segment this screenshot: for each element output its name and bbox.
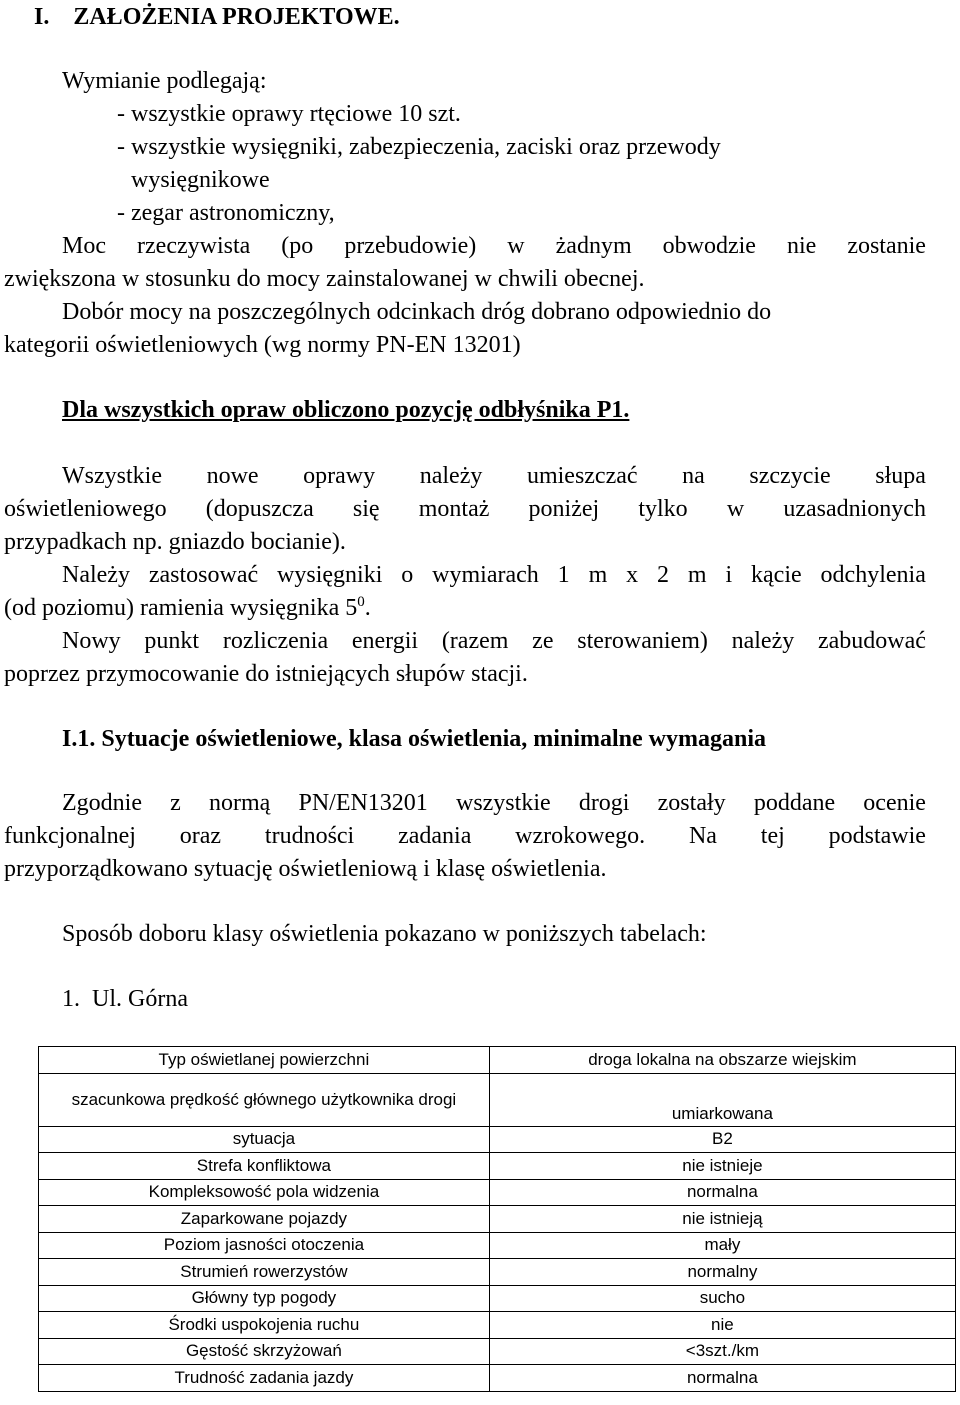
word: 2 [657, 562, 670, 588]
meter-line-1 [62, 626, 926, 656]
table-cell-value: mały [489, 1232, 955, 1259]
word: oświetleniowego [4, 496, 167, 522]
word: ocenie [863, 790, 926, 816]
lighting-class-table [38, 1046, 956, 1392]
table-row [39, 1126, 956, 1153]
word: obwodzie [662, 233, 756, 259]
subsection-number: I.1. [62, 726, 96, 752]
word: odchylenia [820, 562, 926, 588]
word: poddane [753, 790, 836, 816]
word: trudności [264, 823, 355, 849]
word: i [725, 562, 733, 588]
word: nowe [206, 463, 259, 489]
word: umieszczać [526, 463, 638, 489]
mounting-line-2-words [4, 494, 926, 524]
table-cell-label: Strefa konfliktowa [39, 1153, 490, 1180]
table-row [39, 1179, 956, 1206]
word: Zgodnie [62, 790, 142, 816]
standard-line-1-words [62, 788, 926, 818]
word: sterowaniem) [577, 628, 708, 654]
word: rozliczenia [222, 628, 329, 654]
standard-line-1 [62, 788, 926, 818]
arms-line-2-end: . [364, 595, 371, 621]
word: oprawy [303, 463, 376, 489]
mounting-line-1-words [62, 461, 926, 491]
word: (dopuszcza [205, 496, 314, 522]
word: w [507, 233, 525, 259]
arms-line-1-words [62, 560, 926, 590]
degree-superscript: 0 [357, 594, 365, 610]
word: montaż [418, 496, 490, 522]
word: (razem [441, 628, 509, 654]
lighting-class-table-body [39, 1047, 956, 1392]
word: funkcjonalnej [4, 823, 136, 849]
word: wymiarach [432, 562, 539, 588]
word: oraz [179, 823, 222, 849]
table-cell-label: Kompleksowość pola widzenia [39, 1179, 490, 1206]
word: wszystkie [455, 790, 551, 816]
intro-item-3: - zegar astronomiczny, [117, 200, 335, 226]
meter-line-2: poprzez przymocowanie do istniejących słupów stacji. [4, 661, 528, 687]
table-cell-label: Typ oświetlanej powierzchni [39, 1047, 490, 1074]
word: na [682, 463, 705, 489]
arms-line-1 [62, 560, 926, 590]
word: Moc [62, 233, 106, 259]
word: słupa [875, 463, 926, 489]
word: żadnym [555, 233, 632, 259]
intro-lead: Wymianie podlegają: [62, 68, 267, 94]
table-row [39, 1232, 956, 1259]
power-line-1-words [62, 231, 926, 261]
table-cell-value: <3szt./km [489, 1338, 955, 1365]
meter-line-1-words [62, 626, 926, 656]
word: kącie [751, 562, 802, 588]
word: w [726, 496, 745, 522]
table-cell-label: Poziom jasności otoczenia [39, 1232, 490, 1259]
table-cell-value: droga lokalna na obszarze wiejskim [489, 1047, 955, 1074]
table-cell-label: Główny typ pogody [39, 1285, 490, 1312]
word: punkt [144, 628, 200, 654]
standard-line-2 [4, 821, 926, 851]
mounting-line-3: przypadkach np. gniazdo bocianie). [4, 529, 346, 555]
table-row [39, 1206, 956, 1233]
selection-line-2: kategorii oświetleniowych (wg normy PN-EN 13201) [4, 332, 521, 358]
word: zostały [657, 790, 726, 816]
arms-line-2 [4, 593, 371, 623]
word: się [352, 496, 380, 522]
word: podstawie [828, 823, 926, 849]
word: uzasadnionych [783, 496, 926, 522]
table-row [39, 1285, 956, 1312]
table-cell-label: Gęstość skrzyżowań [39, 1338, 490, 1365]
intro-item-2: - wszystkie wysięgniki, zabezpieczenia, zaciski oraz przewody [117, 134, 721, 160]
word: zastosować [148, 562, 259, 588]
table-row [39, 1259, 956, 1286]
word: PN/EN13201 [298, 790, 428, 816]
street-label: 1. Ul. Górna [62, 986, 188, 1012]
standard-line-2-words [4, 821, 926, 851]
word: m [588, 562, 608, 588]
mounting-line-2 [4, 494, 926, 524]
table-cell-value: umiarkowana [489, 1073, 955, 1126]
mounting-line-1 [62, 461, 926, 491]
word: Wszystkie [62, 463, 162, 489]
word: wysięgniki [277, 562, 383, 588]
word: (po [281, 233, 314, 259]
word: należy [731, 628, 795, 654]
word: drogi [578, 790, 630, 816]
table-cell-label: szacunkowa prędkość głównego użytkownika drogi [39, 1073, 490, 1126]
intro-item-2-cont: wysięgnikowe [131, 167, 270, 193]
word: o [401, 562, 414, 588]
word: Na [688, 823, 717, 849]
table-cell-value: nie [489, 1312, 955, 1339]
word: z [170, 790, 181, 816]
word: zadania [398, 823, 472, 849]
table-row [39, 1312, 956, 1339]
word: ze [532, 628, 554, 654]
word: energii [351, 628, 419, 654]
tables-intro: Sposób doboru klasy oświetlenia pokazano w poniższych tabelach: [62, 921, 707, 947]
table-cell-value: normalna [489, 1365, 955, 1392]
selection-line-1: Dobór mocy na poszczególnych odcinkach dróg dobrano odpowiednio do [62, 299, 772, 325]
table-row [39, 1365, 956, 1392]
table-cell-label: Strumień rowerzystów [39, 1259, 490, 1286]
standard-line-3: przyporządkowano sytuację oświetleniową i klasę oświetlenia. [4, 856, 607, 882]
word: x [626, 562, 639, 588]
table-row [39, 1338, 956, 1365]
table-cell-value: nie istnieje [489, 1153, 955, 1180]
intro-item-1: - wszystkie oprawy rtęciowe 10 szt. [117, 101, 461, 127]
table-cell-label: Środki uspokojenia ruchu [39, 1312, 490, 1339]
power-line-2: zwiększona w stosunku do mocy zainstalowanej w chwili obecnej. [4, 266, 645, 292]
word: tej [760, 823, 785, 849]
word: przebudowie) [344, 233, 477, 259]
table-cell-value: sucho [489, 1285, 955, 1312]
word: 1 [557, 562, 570, 588]
word: wzrokowego. [515, 823, 646, 849]
word: normą [208, 790, 271, 816]
table-cell-value: B2 [489, 1126, 955, 1153]
word: rzeczywista [137, 233, 251, 259]
subsection-title: Sytuacje oświetleniowe, klasa oświetlenia, minimalne wymagania [101, 726, 766, 752]
table-row [39, 1073, 956, 1126]
table-cell-value: nie istnieją [489, 1206, 955, 1233]
word: zostanie [847, 233, 926, 259]
word: należy [419, 463, 483, 489]
word: poniżej [528, 496, 600, 522]
word: Nowy [62, 628, 121, 654]
table-cell-value: normalna [489, 1179, 955, 1206]
section-title: I. ZAŁOŻENIA PROJEKTOWE. [34, 4, 400, 30]
word: nie [786, 233, 817, 259]
subsection-heading [62, 724, 766, 754]
table-cell-label: Zaparkowane pojazdy [39, 1206, 490, 1233]
table-cell-value: normalny [489, 1259, 955, 1286]
word: szczycie [749, 463, 831, 489]
word: zabudować [817, 628, 926, 654]
table-cell-label: Trudność zadania jazdy [39, 1365, 490, 1392]
reflector-note: Dla wszystkich opraw obliczono pozycję odbłyśnika P1. [62, 397, 630, 423]
table-row [39, 1047, 956, 1074]
table-row [39, 1153, 956, 1180]
word: Należy [62, 562, 130, 588]
word: m [687, 562, 707, 588]
table-cell-label: sytuacja [39, 1126, 490, 1153]
word: tylko [638, 496, 688, 522]
arms-line-2-text: (od poziomu) ramienia wysięgnika 5 [4, 595, 358, 621]
power-line-1 [62, 231, 926, 261]
